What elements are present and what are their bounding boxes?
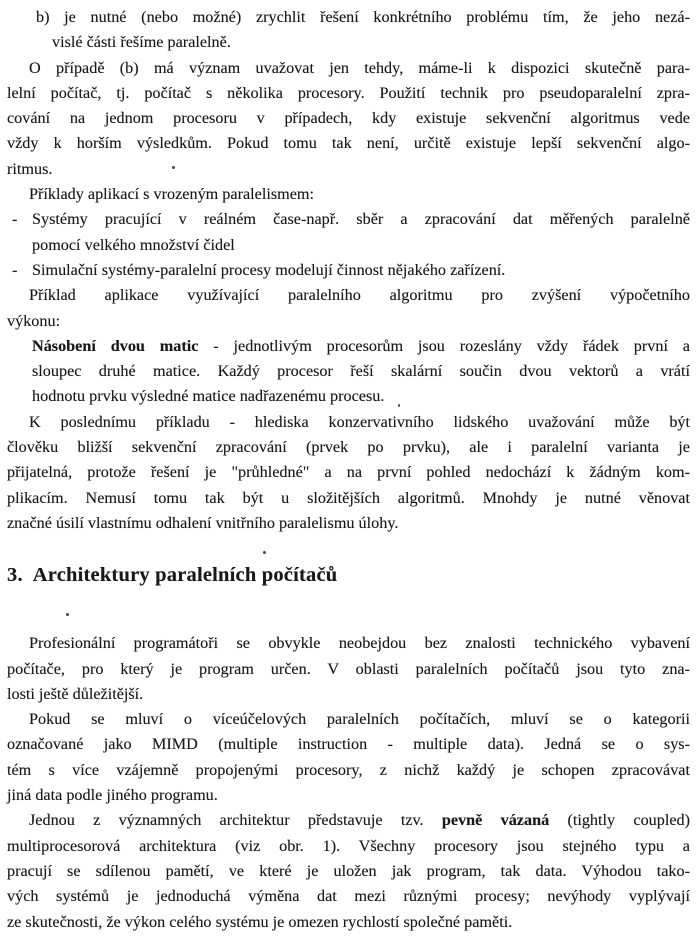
text-line: losti ještě důležitější. [7, 684, 144, 703]
text-line: pracují se sdílenou pamětí, ve které je uložen jak program, tak data. Výhodou tako- [7, 861, 690, 880]
scan-speck [263, 551, 266, 554]
text-line: jiná data podle jiného programu. [7, 786, 218, 805]
text-line: značné úsilí vlastnímu odhalení vnitřního paralelismu úlohy. [7, 513, 399, 532]
bold-term-matrix: Násobení dvou matic [32, 336, 199, 355]
bullet-item-simulation [7, 258, 690, 283]
bullet-dash: - [12, 210, 18, 229]
text-line: vislé části řešíme paralelně. [52, 33, 231, 52]
text-line: O případě (b) má význam uvažovat jen tehdy, máme-li k dispozici skutečně para- [29, 58, 690, 77]
examples-intro [7, 182, 690, 207]
text-line: vždy k horším výsledkům. Pokud tomu tak není, určitě existuje lepší sekvenční algo- [7, 134, 690, 153]
bold-term-tightly-coupled: pevně vázaná [441, 811, 550, 830]
text-line: tém s více vzájemně propojenými procesory, z nichž každý je schopen zpracovávat [7, 760, 690, 779]
text-line: Profesionální programátoři se obvykle neobejdou bez znalosti technického vybavení [29, 634, 690, 653]
text-line: lelní počítač, tj. počítač s několika procesory. Použití technik pro pseudoparalelní zpra- [7, 83, 690, 102]
list-item-b [7, 5, 690, 56]
paragraph-mimd [7, 707, 690, 808]
section-title: Architektury paralelních počítačů [32, 564, 338, 587]
text-line: vých systémů je jednoduchá výměna dat mezi různými procesy; nevýhody vyplývají [7, 887, 690, 906]
text-line: výkonu: [7, 311, 61, 330]
text-line: Příklad aplikace využívající paralelního algoritmu pro zvýšení výpočetního [29, 286, 690, 305]
text-line: hodnotu prvku výsledné matice nadřazenému procesu. [32, 387, 385, 406]
text-line [7, 808, 690, 833]
text-line [32, 334, 690, 359]
text-line: člověku bližší sekvenční zpracování (prvek po prvku), ale i paralelní varianta je [7, 438, 690, 457]
section-number: 3. [7, 564, 23, 587]
bullet-item-realtime [7, 207, 690, 258]
paragraph-professional [7, 631, 690, 707]
paragraph-last-example [7, 410, 690, 536]
text-line: označované jako MIMD (multiple instruction - multiple data). Jedná se o sys- [7, 735, 690, 754]
text-line: b) je nutné (nebo možné) zrychlit řešení konkrétního problému tím, že jeho nezá- [36, 8, 690, 26]
text-line: cování na jednom procesoru v případech, kdy existuje sekvenční algoritmus vede [7, 109, 690, 128]
text-line: K poslednímu příkladu - hlediska konzervativního lidského uvažování může být [29, 412, 690, 431]
text-line: Příklady aplikací s vrozeným paralelismem: [29, 185, 314, 204]
paragraph-tightly-coupled [7, 808, 690, 934]
scan-speck [172, 166, 175, 169]
text-line: ritmus. [7, 159, 53, 178]
text-line: přijatelná, protože řešení je "průhledné" a na první pohled nedochází k žádným kom- [7, 463, 690, 482]
text-line: počítače, pro který je program určen. V oblasti paralelních počítačů jsou tyto zna- [7, 659, 690, 678]
bullet-dash: - [12, 260, 18, 279]
text-line: Simulační systémy-paralelní procesy modelují činnost nějakého zařízení. [32, 260, 506, 279]
scan-speck [66, 613, 69, 616]
matrix-multiplication-block [7, 334, 690, 410]
paragraph-case-b [7, 56, 690, 182]
text-line: plikacím. Nemusí tomu tak být u složitějších algoritmů. Mnohdy je nutné věnovat [7, 488, 690, 507]
text-line: Systémy pracující v reálném čase-např. sběr a zpracování dat měřených paralelně [32, 210, 690, 229]
text-line: multiprocesorová architektura (viz obr. 1). Všechny procesory jsou stejného typu a [7, 836, 690, 855]
text-line: sloupec druhé matice. Každý procesor řeší skalární součin dvou vektorů a vrátí [32, 362, 690, 381]
text-line: Pokud se mluví o víceúčelových paralelních počítačích, mluví se o kategorii [29, 710, 690, 729]
section-heading [7, 560, 690, 590]
paragraph-example-app [7, 283, 690, 334]
text-segment: - jednotlivým procesorům jsou rozeslány vždy řádek první a [198, 336, 690, 355]
scan-speck [398, 404, 400, 407]
text-line: pomocí velkého množství čidel [32, 235, 235, 254]
text-segment: Jednou z významných architektur představuje tzv. [29, 811, 442, 830]
text-line: ze skutečnosti, že výkon celého systému je omezen rychlostí společné paměti. [7, 912, 513, 931]
text-segment: (tightly coupled) [549, 811, 691, 830]
